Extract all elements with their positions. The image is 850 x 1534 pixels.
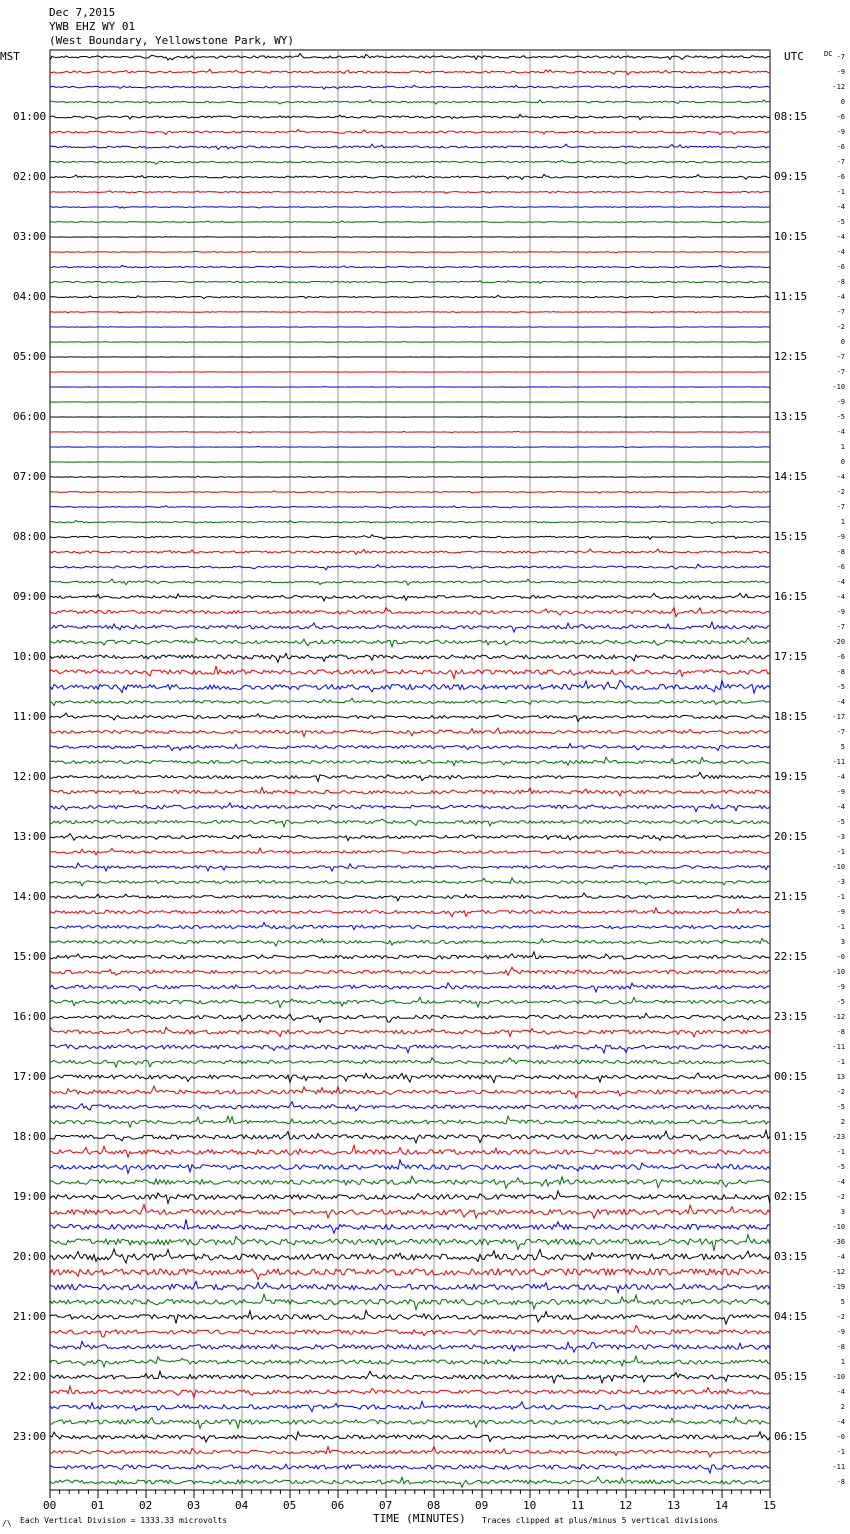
right-hour-label: 22:15	[774, 950, 808, 963]
dc-offset-label: -0	[836, 953, 846, 961]
dc-offset-label: -4	[836, 578, 846, 586]
right-hour-label: 05:15	[774, 1370, 808, 1383]
seismic-trace	[50, 1432, 770, 1442]
seismic-trace	[50, 1294, 770, 1309]
seismic-trace	[50, 311, 770, 312]
seismic-trace	[50, 653, 770, 662]
right-hour-label: 08:15	[774, 110, 808, 123]
dc-offset-label: -9	[836, 608, 846, 616]
seismic-trace	[50, 728, 770, 737]
seismic-trace	[50, 295, 770, 298]
dc-offset-label: -3	[836, 833, 846, 841]
dc-offset-label: -2	[836, 1313, 846, 1321]
dc-offset-label: -1	[836, 188, 846, 196]
seismic-trace	[50, 1013, 770, 1022]
seismic-trace	[50, 1464, 770, 1473]
seismic-trace	[50, 952, 770, 959]
dc-offset-label: -8	[836, 1478, 846, 1486]
seismic-trace	[50, 431, 770, 432]
right-hour-label: 15:15	[774, 530, 808, 543]
dc-offset-label: -11	[832, 758, 846, 766]
dc-offset-label: -4	[836, 1178, 846, 1186]
seismic-trace	[50, 680, 770, 693]
dc-offset-label: -11	[832, 1463, 846, 1471]
dc-offset-label: -1	[836, 1448, 846, 1456]
seismic-trace	[50, 191, 770, 194]
dc-offset-label: -9	[836, 908, 846, 916]
left-hour-label: 14:00	[13, 890, 47, 903]
left-hour-label: 21:00	[13, 1310, 47, 1323]
seismic-trace	[50, 327, 770, 328]
seismic-trace	[50, 100, 770, 104]
dc-offset-label: -6	[836, 143, 846, 151]
dc-offset-label: -10	[832, 1223, 846, 1231]
dc-offset-label: -6	[836, 653, 846, 661]
right-hour-label: 23:15	[774, 1010, 808, 1023]
left-hour-label: 04:00	[13, 290, 47, 303]
dc-offset-label: -8	[836, 1343, 846, 1351]
seismic-trace	[50, 206, 770, 208]
dc-offset-label: -7	[836, 353, 846, 361]
dc-offset-label: -4	[836, 1253, 846, 1261]
seismic-trace	[50, 1249, 770, 1263]
dc-offset-label: -4	[836, 473, 846, 481]
dc-offset-label: 0	[840, 338, 846, 346]
right-hour-label: 03:15	[774, 1250, 808, 1263]
right-hour-label: 00:15	[774, 1070, 808, 1083]
seismic-trace	[50, 1145, 770, 1157]
seismic-trace	[50, 491, 770, 493]
right-axis-title: UTC	[784, 50, 804, 63]
seismic-trace	[50, 908, 770, 917]
dc-offset-label: -6	[836, 113, 846, 121]
left-hour-label: 16:00	[13, 1010, 47, 1023]
dc-offset-label: -4	[836, 803, 846, 811]
seismic-trace	[50, 997, 770, 1007]
seismic-trace	[50, 1401, 770, 1411]
left-hour-label: 23:00	[13, 1430, 47, 1443]
seismic-trace	[50, 848, 770, 855]
seismic-trace	[50, 1044, 770, 1053]
dc-offset-label: -6	[836, 563, 846, 571]
x-tick-label: 01	[91, 1499, 105, 1512]
chart-title-station: YWB EHZ WY 01	[49, 20, 136, 33]
seismic-trace	[50, 819, 770, 827]
dc-offset-label: -36	[832, 1238, 846, 1246]
seismic-trace	[50, 713, 770, 722]
left-hour-label: 20:00	[13, 1250, 47, 1263]
seismic-trace	[50, 1130, 770, 1142]
seismic-trace	[50, 281, 770, 284]
dc-offset-label: -1	[836, 848, 846, 856]
right-hour-label: 19:15	[774, 770, 808, 783]
seismic-trace	[50, 834, 770, 841]
left-hour-label: 02:00	[13, 170, 47, 183]
dc-offset-label: -2	[836, 323, 846, 331]
dc-offset-label: 0	[840, 458, 846, 466]
clip-note: Traces clipped at plus/minus 5 vertical divisions	[482, 1516, 719, 1525]
seismic-trace	[50, 1160, 770, 1173]
seismic-trace	[50, 506, 770, 509]
right-hour-label: 16:15	[774, 590, 808, 603]
chart-title-date: Dec 7,2015	[49, 6, 116, 19]
seismic-trace	[50, 1219, 770, 1233]
dc-offset-label: -4	[836, 428, 846, 436]
seismic-trace	[50, 462, 770, 463]
seismic-trace	[50, 593, 770, 601]
footer-mark: /\	[2, 1519, 12, 1528]
dc-offset-label: -1	[836, 893, 846, 901]
dc-offset-label: -7	[836, 623, 846, 631]
seismic-trace	[50, 1477, 770, 1488]
dc-offset-label: -9	[836, 128, 846, 136]
dc-offset-label: -8	[836, 278, 846, 286]
seismic-trace	[50, 446, 770, 447]
dc-offset-label: -12	[832, 83, 846, 91]
x-tick-label: 03	[187, 1499, 201, 1512]
dc-offset-label: -12	[832, 1013, 846, 1021]
left-hour-label: 13:00	[13, 830, 47, 843]
seismic-trace	[50, 535, 770, 540]
seismic-trace	[50, 922, 770, 929]
seismic-trace	[50, 1102, 770, 1111]
seismic-trace	[50, 1326, 770, 1337]
dc-offset-label: -2	[836, 1088, 846, 1096]
right-hour-label: 06:15	[774, 1430, 808, 1443]
dc-offset-label: 2	[840, 1403, 846, 1411]
dc-offset-label: -0	[836, 1433, 846, 1441]
right-hour-label: 13:15	[774, 410, 808, 423]
dc-offset-label: 13	[836, 1073, 846, 1081]
dc-offset-label: -8	[836, 548, 846, 556]
x-tick-label: 04	[235, 1499, 249, 1512]
dc-offset-label: -7	[836, 308, 846, 316]
dc-offset-label: 1	[840, 1358, 846, 1366]
left-hour-label: 11:00	[13, 710, 47, 723]
seismic-trace	[50, 1341, 770, 1352]
right-hour-label: 04:15	[774, 1310, 808, 1323]
seismic-trace	[50, 53, 770, 60]
right-hour-label: 17:15	[774, 650, 808, 663]
seismic-trace	[50, 1191, 770, 1204]
seismic-trace	[50, 1176, 770, 1188]
dc-offset-label: -10	[832, 383, 846, 391]
x-tick-label: 07	[379, 1499, 393, 1512]
seismic-trace	[50, 549, 770, 555]
seismic-trace	[50, 983, 770, 992]
dc-offset-label: -4	[836, 698, 846, 706]
left-hour-label: 18:00	[13, 1130, 47, 1143]
dc-offset-label: -9	[836, 533, 846, 541]
dc-offset-label: -19	[832, 1283, 846, 1291]
seismic-trace	[50, 579, 770, 585]
left-hour-label: 15:00	[13, 950, 47, 963]
dc-offset-label: -4	[836, 593, 846, 601]
seismic-trace	[50, 607, 770, 616]
dc-offset-label: -7	[836, 53, 846, 61]
left-hour-label: 03:00	[13, 230, 47, 243]
dc-offset-label: -5	[836, 998, 846, 1006]
dc-offset-label: -2	[836, 1193, 846, 1201]
seismic-trace	[50, 160, 770, 164]
seismic-trace	[50, 417, 770, 418]
dc-offset-label: -10	[832, 863, 846, 871]
x-tick-label: 02	[139, 1499, 153, 1512]
dc-offset-label: -1	[836, 1148, 846, 1156]
dc-offset-label: -5	[836, 413, 846, 421]
seismic-trace	[50, 787, 770, 795]
seismic-trace	[50, 1116, 770, 1127]
dc-offset-label: -2	[836, 488, 846, 496]
dc-offset-label: 3	[840, 938, 846, 946]
dc-offset-label: -4	[836, 233, 846, 241]
dc-offset-label: -8	[836, 1028, 846, 1036]
right-hour-label: 14:15	[774, 470, 808, 483]
chart-title-location: (West Boundary, Yellowstone Park, WY)	[49, 34, 295, 47]
seismic-trace	[50, 698, 770, 705]
x-axis-label: TIME (MINUTES)	[373, 1512, 466, 1525]
dc-offset-label: -5	[836, 218, 846, 226]
dc-offset-label: -23	[832, 1133, 846, 1141]
seismic-trace	[50, 564, 770, 570]
seismic-trace	[50, 938, 770, 946]
dc-offset-label: 5	[840, 1298, 846, 1306]
dc-offset-label: -6	[836, 263, 846, 271]
seismic-trace	[50, 251, 770, 253]
dc-offset-label: 3	[840, 1208, 846, 1216]
seismic-trace	[50, 69, 770, 75]
dc-axis-title: DC	[824, 50, 833, 58]
x-tick-label: 13	[667, 1499, 681, 1512]
seismic-trace	[50, 387, 770, 388]
dc-offset-label: -5	[836, 818, 846, 826]
left-hour-label: 12:00	[13, 770, 47, 783]
seismic-trace	[50, 357, 770, 358]
dc-offset-label: 0	[840, 98, 846, 106]
seismic-trace	[50, 893, 770, 901]
x-tick-label: 11	[571, 1499, 585, 1512]
right-hour-label: 01:15	[774, 1130, 808, 1143]
dc-offset-label: 1	[840, 518, 846, 526]
dc-offset-label: -1	[836, 1058, 846, 1066]
seismic-trace	[50, 402, 770, 403]
left-hour-label: 07:00	[13, 470, 47, 483]
dc-offset-label: -12	[832, 1268, 846, 1276]
dc-offset-label: -7	[836, 158, 846, 166]
seismic-trace	[50, 144, 770, 149]
dc-offset-label: -4	[836, 203, 846, 211]
seismic-trace	[50, 1371, 770, 1383]
seismic-trace	[50, 863, 770, 871]
dc-offset-label: -20	[832, 638, 846, 646]
seismic-trace	[50, 1447, 770, 1457]
right-hour-label: 10:15	[774, 230, 808, 243]
right-hour-label: 02:15	[774, 1190, 808, 1203]
seismic-trace	[50, 372, 770, 373]
seismic-trace	[50, 85, 770, 89]
x-tick-label: 12	[619, 1499, 633, 1512]
seismic-trace	[50, 622, 770, 632]
dc-offset-label: -7	[836, 728, 846, 736]
seismic-trace	[50, 803, 770, 812]
right-hour-label: 18:15	[774, 710, 808, 723]
dc-offset-label: -5	[836, 1103, 846, 1111]
right-hour-label: 21:15	[774, 890, 808, 903]
dc-offset-label: -11	[832, 1043, 846, 1051]
dc-offset-label: -9	[836, 788, 846, 796]
seismic-trace	[50, 265, 770, 267]
x-tick-label: 14	[715, 1499, 729, 1512]
left-axis-title: MST	[0, 50, 20, 63]
seismic-trace	[50, 129, 770, 134]
dc-offset-label: -4	[836, 1418, 846, 1426]
seismic-trace	[50, 1235, 770, 1251]
left-hour-label: 01:00	[13, 110, 47, 123]
dc-offset-label: -1	[836, 923, 846, 931]
seismic-trace	[50, 1386, 770, 1398]
dc-offset-label: -5	[836, 683, 846, 691]
dc-offset-label: -8	[836, 668, 846, 676]
seismic-trace	[50, 772, 770, 781]
x-tick-label: 08	[427, 1499, 441, 1512]
left-hour-label: 09:00	[13, 590, 47, 603]
seismic-trace	[50, 757, 770, 765]
x-tick-label: 00	[43, 1499, 57, 1512]
dc-offset-label: -5	[836, 1163, 846, 1171]
seismic-trace	[50, 1058, 770, 1068]
dc-offset-label: -7	[836, 368, 846, 376]
seismic-trace	[50, 476, 770, 477]
seismic-trace	[50, 1356, 770, 1367]
left-hour-label: 08:00	[13, 530, 47, 543]
seismic-trace	[50, 174, 770, 179]
dc-offset-label: -4	[836, 293, 846, 301]
seismic-trace	[50, 878, 770, 886]
seismic-trace	[50, 1073, 770, 1083]
seismic-trace	[50, 1281, 770, 1292]
left-hour-label: 06:00	[13, 410, 47, 423]
dc-offset-label: -17	[832, 713, 846, 721]
dc-offset-label: -9	[836, 983, 846, 991]
right-hour-label: 09:15	[774, 170, 808, 183]
dc-offset-label: -3	[836, 878, 846, 886]
dc-offset-label: -9	[836, 68, 846, 76]
seismic-trace	[50, 1027, 770, 1037]
seismic-trace	[50, 520, 770, 523]
x-tick-label: 10	[523, 1499, 537, 1512]
seismic-trace	[50, 638, 770, 647]
seismic-trace	[50, 1205, 770, 1219]
dc-offset-label: -7	[836, 503, 846, 511]
dc-offset-label: -9	[836, 1328, 846, 1336]
x-tick-label: 06	[331, 1499, 345, 1512]
seismic-trace	[50, 237, 770, 238]
x-tick-label: 09	[475, 1499, 489, 1512]
left-hour-label: 05:00	[13, 350, 47, 363]
seismic-trace	[50, 666, 770, 679]
seismic-trace	[50, 967, 770, 975]
left-hour-label: 22:00	[13, 1370, 47, 1383]
seismic-trace	[50, 1086, 770, 1098]
seismic-trace	[50, 221, 770, 223]
seismic-trace	[50, 114, 770, 119]
dc-offset-label: -6	[836, 173, 846, 181]
dc-offset-label: -4	[836, 248, 846, 256]
seismic-trace	[50, 1269, 770, 1280]
right-hour-label: 20:15	[774, 830, 808, 843]
seismic-trace	[50, 744, 770, 751]
x-tick-label: 15	[763, 1499, 777, 1512]
dc-offset-label: -4	[836, 773, 846, 781]
seismic-trace	[50, 1310, 770, 1324]
dc-offset-label: -10	[832, 968, 846, 976]
dc-offset-label: -9	[836, 398, 846, 406]
left-hour-label: 17:00	[13, 1070, 47, 1083]
left-hour-label: 19:00	[13, 1190, 47, 1203]
x-tick-label: 05	[283, 1499, 297, 1512]
right-hour-label: 12:15	[774, 350, 808, 363]
left-hour-label: 10:00	[13, 650, 47, 663]
seismic-trace	[50, 1417, 770, 1428]
dc-offset-label: 2	[840, 1118, 846, 1126]
dc-offset-label: -10	[832, 1373, 846, 1381]
dc-offset-label: 5	[840, 743, 846, 751]
dc-offset-label: -4	[836, 1388, 846, 1396]
scale-note: Each Vertical Division = 1333.33 microvolts	[20, 1516, 228, 1525]
dc-offset-label: 1	[840, 443, 846, 451]
seismic-trace	[50, 342, 770, 343]
right-hour-label: 11:15	[774, 290, 808, 303]
